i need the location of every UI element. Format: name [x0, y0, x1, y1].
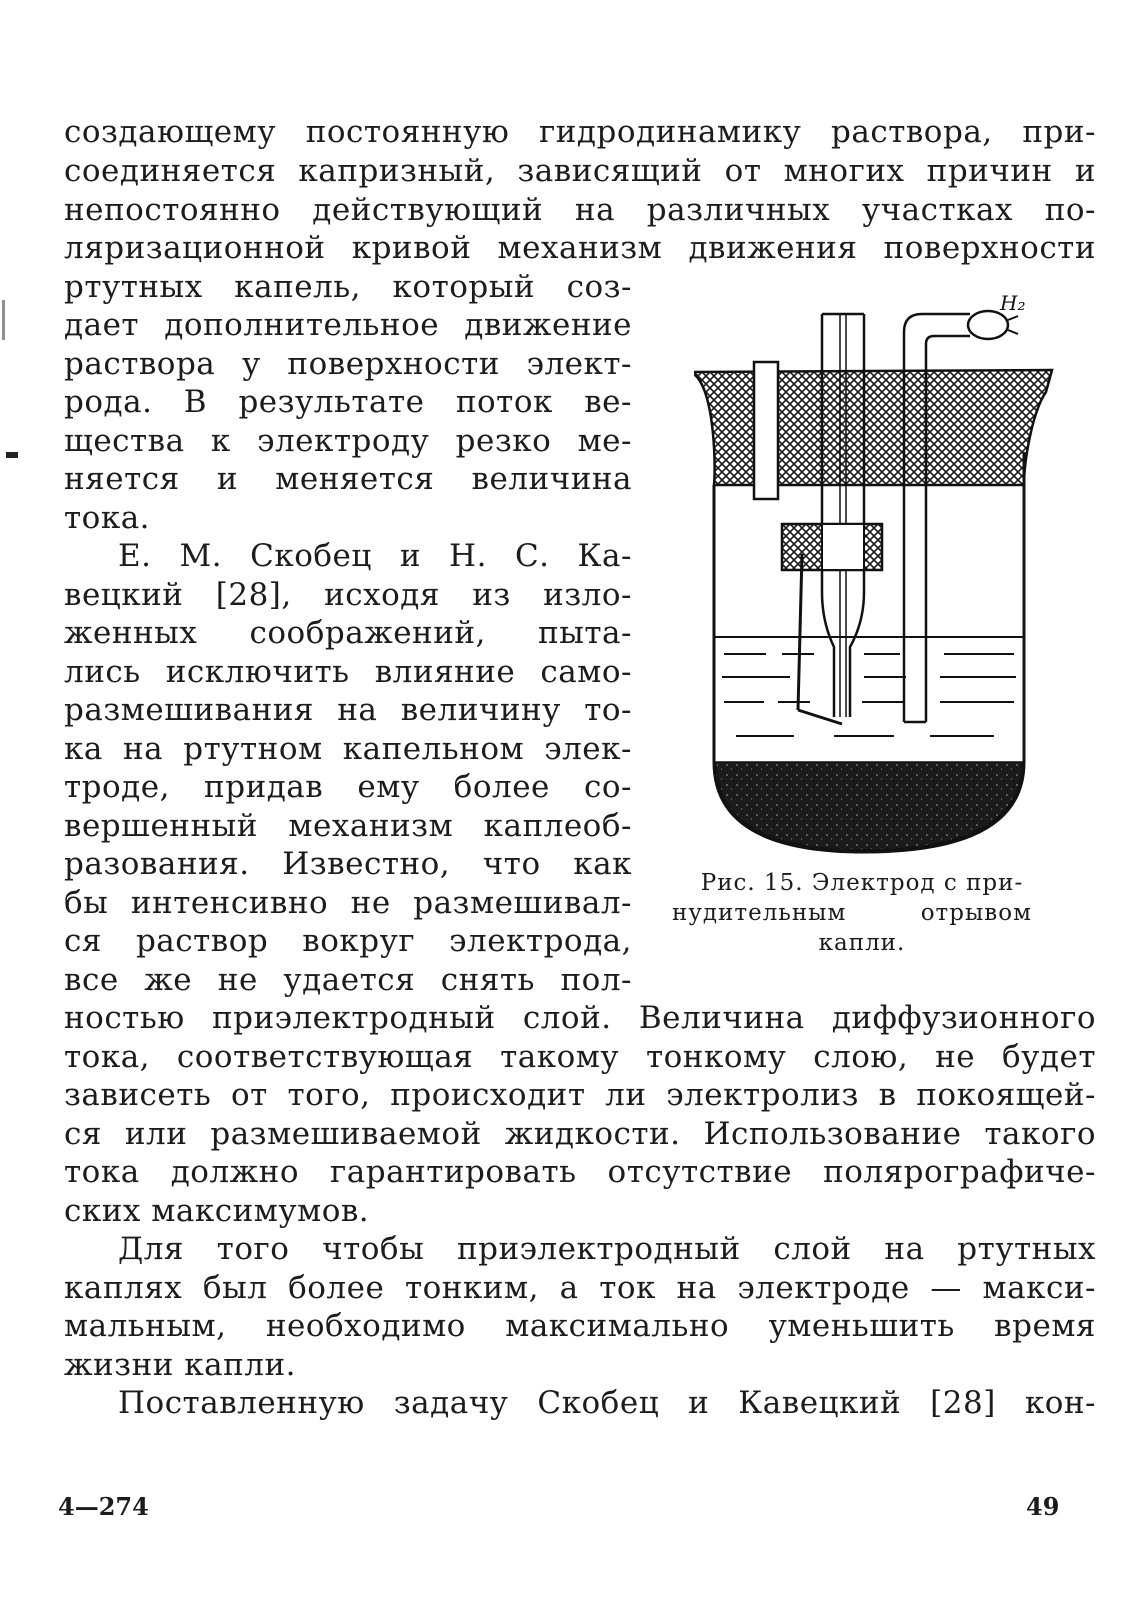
text-line: соединяется капризный, зависящий от многих причин и	[64, 153, 1096, 189]
scan-speck	[6, 452, 18, 458]
text-line: тока, соответствующая такому тонкому слою, не будет	[64, 1039, 1096, 1075]
text-line: все же не удается снять пол-	[64, 962, 632, 998]
text-line: вецкий [28], исходя из изло-	[64, 577, 632, 613]
h2-label: H₂	[1000, 292, 1026, 315]
text-line: разования. Известно, что как	[64, 846, 632, 882]
text-line: мальным, необходимо максимально уменьшить время	[64, 1308, 1096, 1344]
text-line: Поставленную задачу Скобец и Кавецкий [28] кон-	[118, 1385, 1096, 1421]
text-line: ка на ртутном капельном элек-	[64, 731, 632, 767]
text-line: размешивания на величину то-	[64, 692, 632, 728]
text-line: дает дополнительное движение	[64, 307, 632, 343]
needle-rod	[798, 554, 802, 710]
text-line: Е. М. Скобец и Н. С. Ка-	[118, 538, 632, 574]
stopper	[694, 370, 1052, 485]
text-line: ртутных капель, который соз-	[64, 269, 632, 305]
text-line: бы интенсивно не размешивал-	[64, 885, 632, 921]
figure-caption-line: Рис. 15. Электрод с при-	[700, 870, 1024, 896]
signature-mark: 4—274	[58, 1492, 149, 1521]
text-line: каплях был более тонким, а ток на электроде — макси-	[64, 1270, 1096, 1306]
text-line: тока должно гарантировать отсутствие полярографиче-	[64, 1154, 1096, 1190]
left-tube	[754, 362, 778, 499]
mercury-pool	[716, 762, 1022, 850]
text-line: ских максимумов.	[64, 1193, 370, 1229]
electrode-figure	[694, 292, 1064, 862]
text-line: Для того чтобы приэлектродный слой на ртутных	[118, 1231, 1096, 1267]
text-line: ностью приэлектродный слой. Величина диффузионного	[64, 1000, 1096, 1036]
gas-bulb	[968, 311, 1008, 339]
text-line: зависеть от того, происходит ли электролиз в покоящей-	[64, 1077, 1096, 1113]
text-line: няется и меняется величина	[64, 461, 632, 497]
figure-caption-line: капли.	[818, 930, 906, 956]
text-line: рода. В результате поток ве-	[64, 384, 632, 420]
figure-caption-line: нудительным отрывом	[672, 900, 1032, 926]
text-line: щества к электроду резко ме-	[64, 423, 632, 459]
text-line: раствора у поверхности элект-	[64, 346, 632, 382]
text-line: вершенный механизм каплеоб-	[64, 808, 632, 844]
text-line: жизни капли.	[64, 1347, 296, 1383]
text-line: создающему постоянную гидродинамику раствора, при-	[64, 114, 1096, 150]
text-line: ляризационной кривой механизм движения поверхности	[64, 230, 1096, 266]
solution-lines	[722, 654, 1016, 736]
text-line: ся раствор вокруг электрода,	[64, 923, 632, 959]
text-line: лись исключить влияние само-	[64, 654, 632, 690]
page-number: 49	[1026, 1492, 1060, 1521]
text-line: ся или размешиваемой жидкости. Использование такого	[64, 1116, 1096, 1152]
text-line: женных соображений, пыта-	[64, 615, 632, 651]
text-line: троде, придав ему более со-	[64, 769, 632, 805]
scan-speck	[2, 300, 5, 340]
text-line: тока.	[64, 500, 151, 536]
text-line: непостоянно действующий на различных участках по-	[64, 192, 1096, 228]
